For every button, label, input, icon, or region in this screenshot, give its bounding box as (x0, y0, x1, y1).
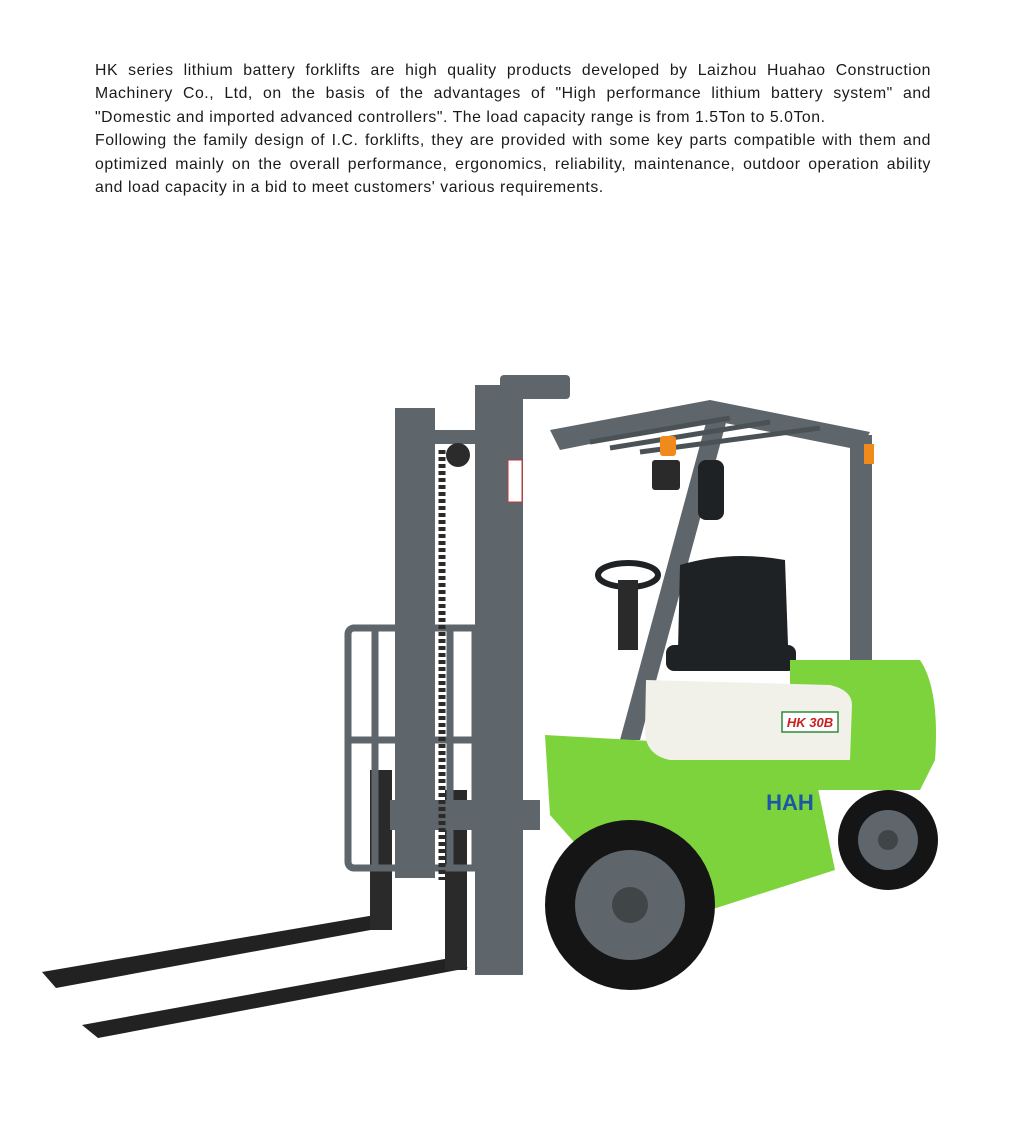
front-wheel (545, 820, 715, 990)
seat-cushion (666, 645, 796, 671)
intro-text (95, 59, 931, 199)
forklift-illustration (30, 360, 980, 1050)
mirror (698, 460, 724, 520)
left-fork (42, 915, 392, 988)
forklift-product-image (30, 360, 980, 1050)
steering-column (618, 580, 638, 650)
mast-warning-label (508, 460, 522, 502)
intro-paragraph-1: HK series lithium battery forklifts are high quality products developed by Laizhou Huahao Construction Machinery Co., Ltd, on the basis of the advantages of "High performance lithium battery system" and "Domestic and imported advanced controllers". The load capacity range is from 1.5Ton to 5.0Ton. (95, 62, 931, 126)
mast (390, 375, 570, 975)
model-badge-text: HK 30B (786, 715, 834, 730)
work-light (652, 460, 680, 490)
intro-paragraph-2: Following the family design of I.C. forklifts, they are provided with some key parts compatible with them and optimized mainly on the overall performance, ergonomics, reliability, maintenance, outdoor operation ability and load capacity in a bid to meet customers' various requirements. (95, 132, 931, 197)
chain-pulley (446, 443, 470, 467)
rear-wheel (838, 790, 938, 890)
rear-lamp (864, 444, 874, 464)
brand-logo: HAH (766, 790, 814, 815)
operator-seat (678, 556, 788, 654)
front-lamp (660, 436, 676, 456)
model-badge (782, 712, 838, 732)
